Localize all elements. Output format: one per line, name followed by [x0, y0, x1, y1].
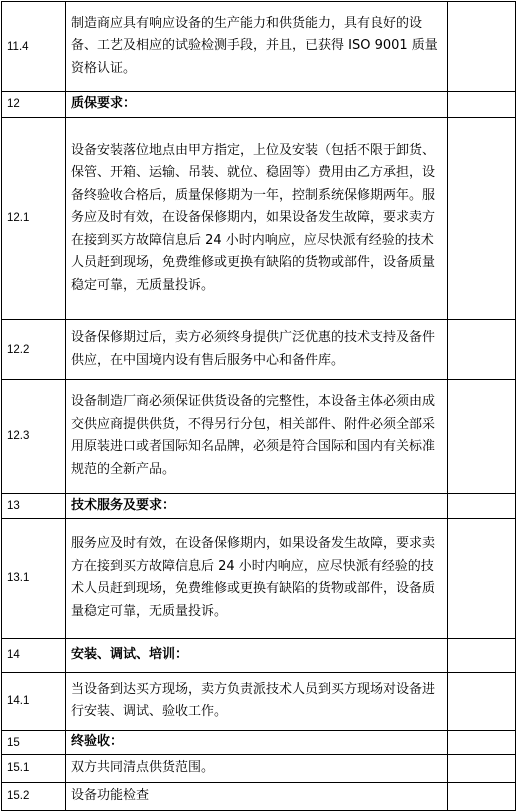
clause-number: 14.1: [2, 673, 66, 731]
empty-cell: [448, 2, 516, 92]
empty-cell: [448, 782, 516, 810]
table-row: [2, 638, 516, 672]
clause-text: 设备制造厂商必须保证供货设备的完整性，本设备主体必须由成交供应商提供供货，不得另行分包，相关部件、附件必须全部采用原装进口或者国际知名品牌，必须是符合国际和国内有关标准规范的全新产品。: [66, 380, 448, 494]
section-number: 14: [2, 638, 66, 672]
empty-cell: [448, 673, 516, 731]
section-heading: 终验收：: [66, 730, 448, 754]
section-heading: 技术服务及要求：: [66, 493, 448, 518]
section-heading: 质保要求：: [66, 92, 448, 117]
empty-cell: [448, 92, 516, 117]
clause-text: 双方共同清点供货范围。: [66, 755, 448, 782]
table-row: [2, 519, 516, 639]
table-row: [2, 755, 516, 782]
clause-text: 制造商应具有响应设备的生产能力和供货能力，具有良好的设备、工艺及相应的试验检测手段，并且，已获得 ISO 9001 质量资格认证。: [66, 2, 448, 92]
clause-text: 当设备到达买方现场，卖方负责派技术人员到买方现场对设备进行安装、调试、验收工作。: [66, 673, 448, 731]
clause-number: 12.1: [2, 117, 66, 320]
clause-text: 设备安装落位地点由甲方指定，上位及安装（包括不限于卸货、保管、开箱、运输、吊装、就位、稳固等）费用由乙方承担，设备终验收合格后，质量保修期为一年，控制系统保修期两年。服务应及时有效，在设备保修期内，如果设备发生故障，要求卖方在接到买方故障信息后 24 小时内响应，应尽快派有经验的技术人员赶到现场，免费维修或更换有缺陷的货物或部件，设备质量稳定可靠，无质量投诉。: [66, 117, 448, 320]
table-row: [2, 92, 516, 117]
table-row: [2, 730, 516, 754]
table-row: [2, 673, 516, 731]
section-heading: 安装、调试、培训：: [66, 638, 448, 672]
empty-cell: [448, 320, 516, 380]
empty-cell: [448, 493, 516, 518]
section-number: 12: [2, 92, 66, 117]
empty-cell: [448, 755, 516, 782]
clause-text: 服务应及时有效，在设备保修期内，如果设备发生故障，要求卖方在接到买方故障信息后 24 小时内响应，应尽快派有经验的技术人员赶到现场，免费维修或更换有缺陷的货物或部件，设备质量稳定可靠，无质量投诉。: [66, 519, 448, 639]
table-row: [2, 493, 516, 518]
clause-number: 12.3: [2, 380, 66, 494]
section-number: 13: [2, 493, 66, 518]
clause-text: 设备功能检查: [66, 782, 448, 810]
empty-cell: [448, 519, 516, 639]
empty-cell: [448, 638, 516, 672]
table-row: [2, 320, 516, 380]
empty-cell: [448, 730, 516, 754]
requirements-table: [1, 1, 516, 811]
table-row: [2, 380, 516, 494]
clause-number: 11.4: [2, 2, 66, 92]
table-row: [2, 117, 516, 320]
clause-number: 13.1: [2, 519, 66, 639]
table-row: [2, 782, 516, 810]
table-row: [2, 2, 516, 92]
section-number: 15: [2, 730, 66, 754]
clause-number: 15.2: [2, 782, 66, 810]
clause-text: 设备保修期过后，卖方必须终身提供广泛优惠的技术支持及备件供应，在中国境内设有售后服务中心和备件库。: [66, 320, 448, 380]
empty-cell: [448, 380, 516, 494]
empty-cell: [448, 117, 516, 320]
clause-number: 15.1: [2, 755, 66, 782]
clause-number: 12.2: [2, 320, 66, 380]
